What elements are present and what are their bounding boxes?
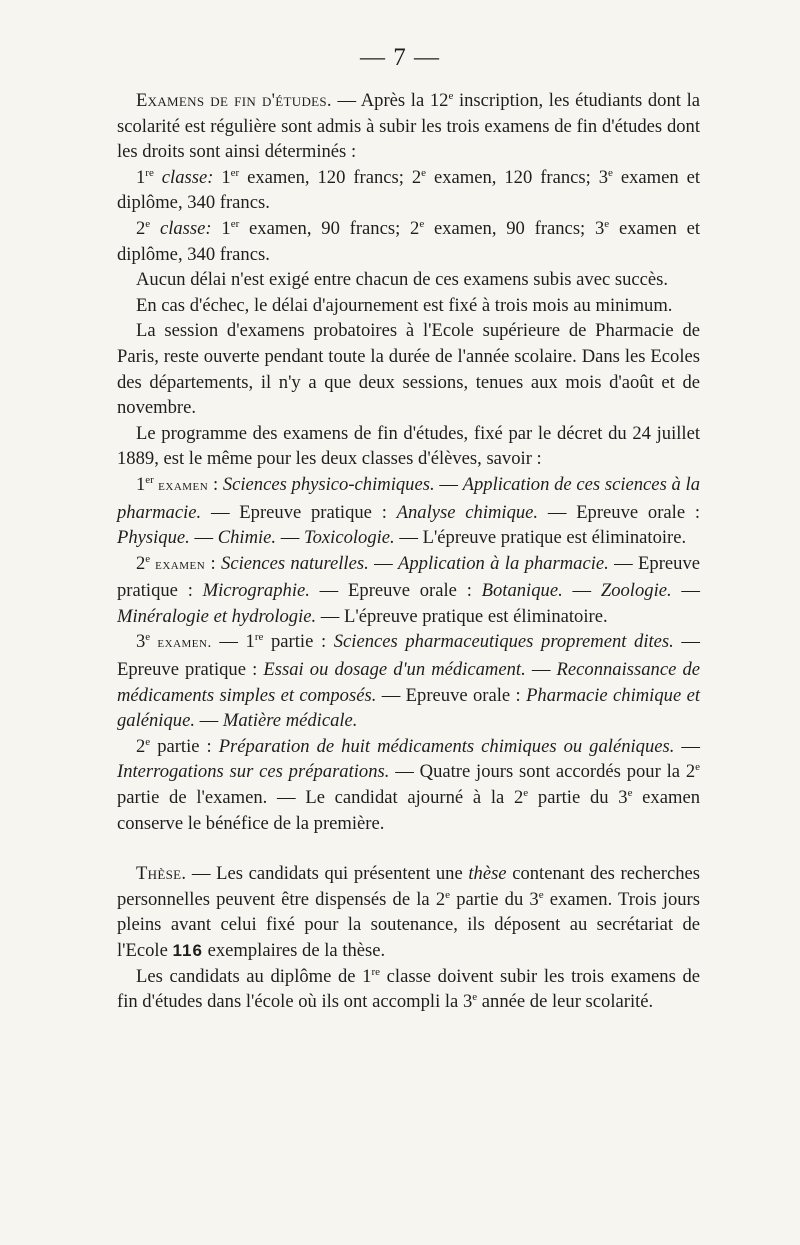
paragraph-no-delay: Aucun délai n'est exigé entre chacun de ces examens subis avec succès. <box>136 269 669 291</box>
page-number: — 7 — <box>360 44 440 71</box>
document-body <box>117 88 700 1015</box>
paragraph-exam-3-part-2: 2e partie : Préparation de huit médicaments chimiques ou galéniques. — Interrogations sur ces préparations. — Quatre jours sont accordés pour la 2e partie de l'examen. — Le candidat ajourné à la 2e partie du 3e examen conserve le bénéfice de la première. <box>117 735 701 834</box>
paragraph-programme: Le programme des examens de fin d'études, fixé par le décret du 24 juillet 1889, est le même pour les deux classes d'élèves, savoir : <box>117 422 700 470</box>
paragraph-exam-1: 1er examen : Sciences physico-chimiques. — Application de ces sciences à la pharmacie. — Epreuve pratique : Analyse chimique. — Epreuve orale : Physique. — Chimie. — Toxicologie. — L'épreuve pratique est éliminatoire. <box>117 473 701 549</box>
section-spacer <box>117 836 700 861</box>
section-heading-these: Thèse. <box>136 863 187 885</box>
paragraph-these: Thèse. — Les candidats qui présentent une thèse contenant des recherches personnelles peuvent être dispensés de la 2e partie du 3e examen. Trois jours pleins avant celui fixé pour la soutenance, ils déposent au secrétariat de l'Ecole 116 exemplaires de la thèse. <box>117 863 700 961</box>
paragraph-exam-3: 3e examen. — 1re partie : Sciences pharmaceutiques proprement dites. — Epreuve pratique : Essai ou dosage d'un médicament. — Reconnaissance de médicaments simples et composés. — Epreuve orale : Pharmacie chimique et galénique. — Matière médicale. <box>117 631 701 732</box>
paragraph-first-class: 1re classe: 1er examen, 120 francs; 2e examen, 120 francs; 3e examen et diplôme, 340 francs. <box>117 166 700 214</box>
paragraph-session: La session d'examens probatoires à l'Ecole supérieure de Pharmacie de Paris, reste ouverte pendant toute la durée de l'année scolaire. Dans les Ecoles des départements, il n'y a que deux sessions, tenues aux mois d'août et de novembre. <box>117 320 700 419</box>
paragraph-failure: En cas d'échec, le délai d'ajournement est fixé à trois mois au minimum. <box>136 294 673 316</box>
section-heading-exams: Examens de fin d'études. <box>136 90 332 111</box>
paragraph-diploma: Les candidats au diplôme de 1re classe doivent subir les trois examens de fin d'études dans l'école où ils ont accompli la 3e année de leur scolarité. <box>117 965 701 1013</box>
paragraph-exam-2: 2e examen : Sciences naturelles. — Application à la pharmacie. — Epreuve pratique : Micrographie. — Epreuve orale : Botanique. — Zoologie. — Minéralogie et hydrologie. — L'épreuve pratique est éliminatoire. <box>117 552 701 627</box>
paragraph-exams-intro: Examens de fin d'études. — Après la 12e inscription, les étudiants dont la scolarité est régulière sont admis à subir les trois examens de fin d'études dont les droits sont ainsi déterminés : <box>117 90 700 163</box>
paragraph-second-class: 2e classe: 1er examen, 90 francs; 2e examen, 90 francs; 3e examen et diplôme, 340 francs. <box>117 217 700 265</box>
